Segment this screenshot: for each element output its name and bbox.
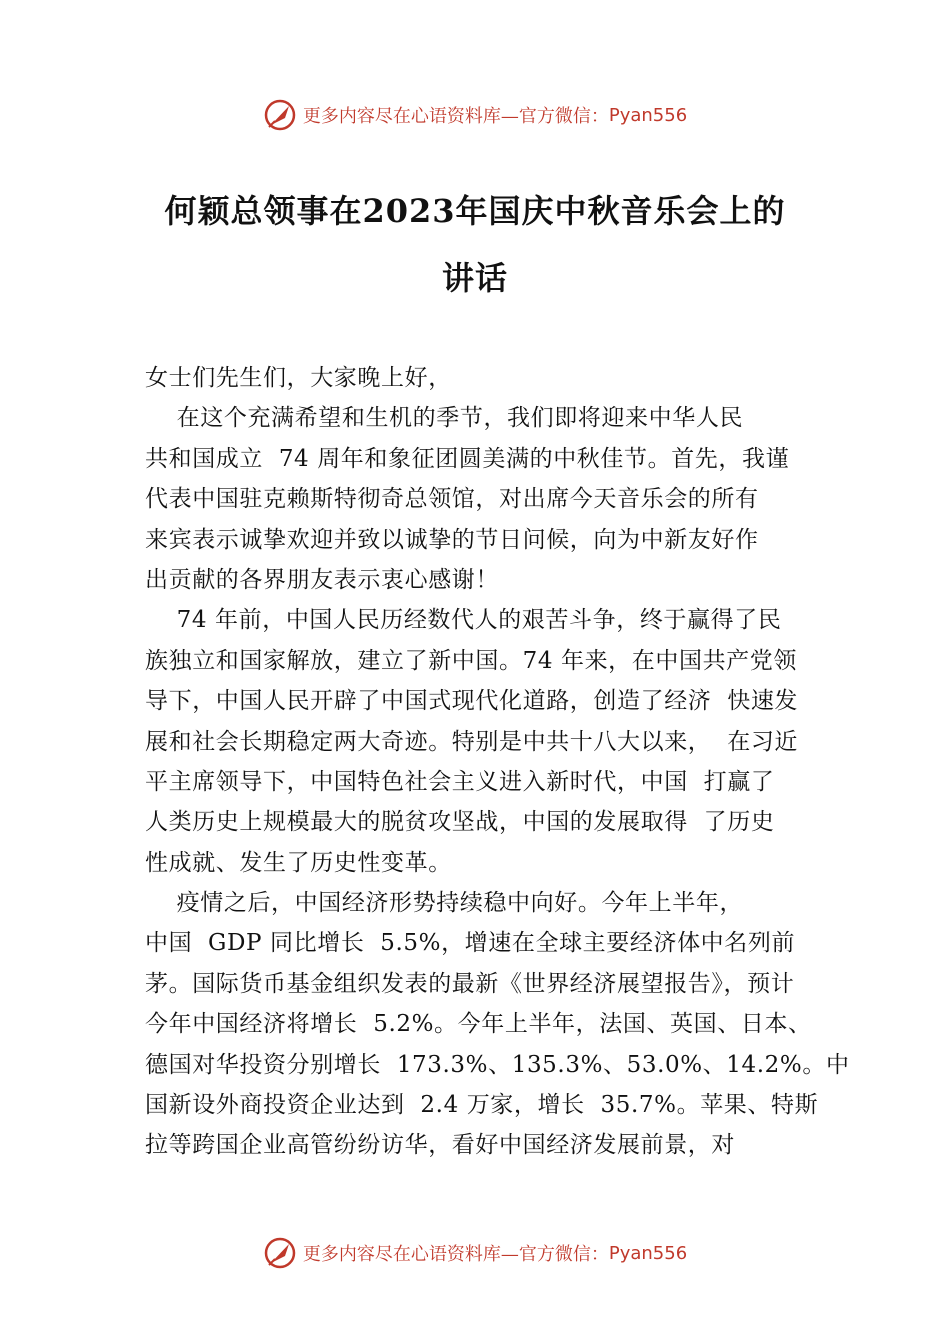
text-line: 74 年前，中国人民历经数代人的艰苦斗争，终于赢得了民 [145,607,782,634]
text-line: 中国 GDP 同比增长 5.5%，增速在全球主要经济体中名列前 [145,930,796,957]
text-line: 国新设外商投资企业达到 2.4 万家，增长 35.7%。苹果、特斯 [145,1092,819,1119]
page-title [100,178,850,312]
text-line: 族独立和国家解放，建立了新中国。74 年来，在中国共产党领 [145,647,797,674]
footer-wechat-id: Pyan556 [608,1242,688,1264]
footer-banner [0,1233,950,1273]
text-line: 出贡献的各界朋友表示衷心感谢！ [145,566,499,593]
header-banner-text: 更多内容尽在心语资料库—官方微信： [302,106,609,127]
text-line: 疫情之后，中国经济形势持续稳中向好。今年上半年， [145,890,744,917]
text-line: 茅。国际货币基金组织发表的最新《世界经济展望报告》，预计 [145,970,795,997]
text-line: 德国对华投资分别增长 173.3%、135.3%、53.0%、14.2%。中 [145,1051,850,1078]
text-line: 来宾表示诚挚欢迎并致以诚挚的节日问候，向为中新友好作 [145,526,759,553]
header-wechat-id: Pyan556 [608,104,688,126]
text-line: 展和社会长期稳定两大奇迹。特别是中共十八大以来， 在习近 [145,728,799,755]
quill-logo-icon [263,98,297,132]
title-line-1: 何颖总领事在2023年国庆中秋音乐会上的 [164,192,786,230]
text-line: 导下，中国人民开辟了中国式现代化道路，创造了经济 快速发 [145,688,799,715]
speech-body [145,358,850,1166]
text-line: 拉等跨国企业高管纷纷访华，看好中国经济发展前景，对 [145,1132,735,1159]
title-line-2: 讲话 [441,259,508,297]
text-line: 女士们先生们，大家晚上好， [145,365,452,391]
text-line: 平主席领导下，中国特色社会主义进入新时代，中国 打赢了 [145,768,775,795]
text-line: 人类历史上规模最大的脱贫攻坚战，中国的发展取得 了历史 [145,809,775,836]
text-line: 代表中国驻克赖斯特彻奇总领馆，对出席今天音乐会的所有 [145,486,759,513]
text-line: 共和国成立 74 周年和象征团圆美满的中秋佳节。首先，我谨 [145,445,790,472]
text-line: 今年中国经济将增长 5.2%。今年上半年，法国、英国、日本、 [145,1011,812,1038]
footer-banner-text: 更多内容尽在心语资料库—官方微信： [302,1244,609,1265]
text-line: 在这个充满希望和生机的季节，我们即将迎来中华人民 [145,405,744,432]
header-banner [0,95,950,135]
text-line: 性成就、发生了历史性变革。 [145,849,452,876]
quill-logo-icon [263,1236,297,1270]
